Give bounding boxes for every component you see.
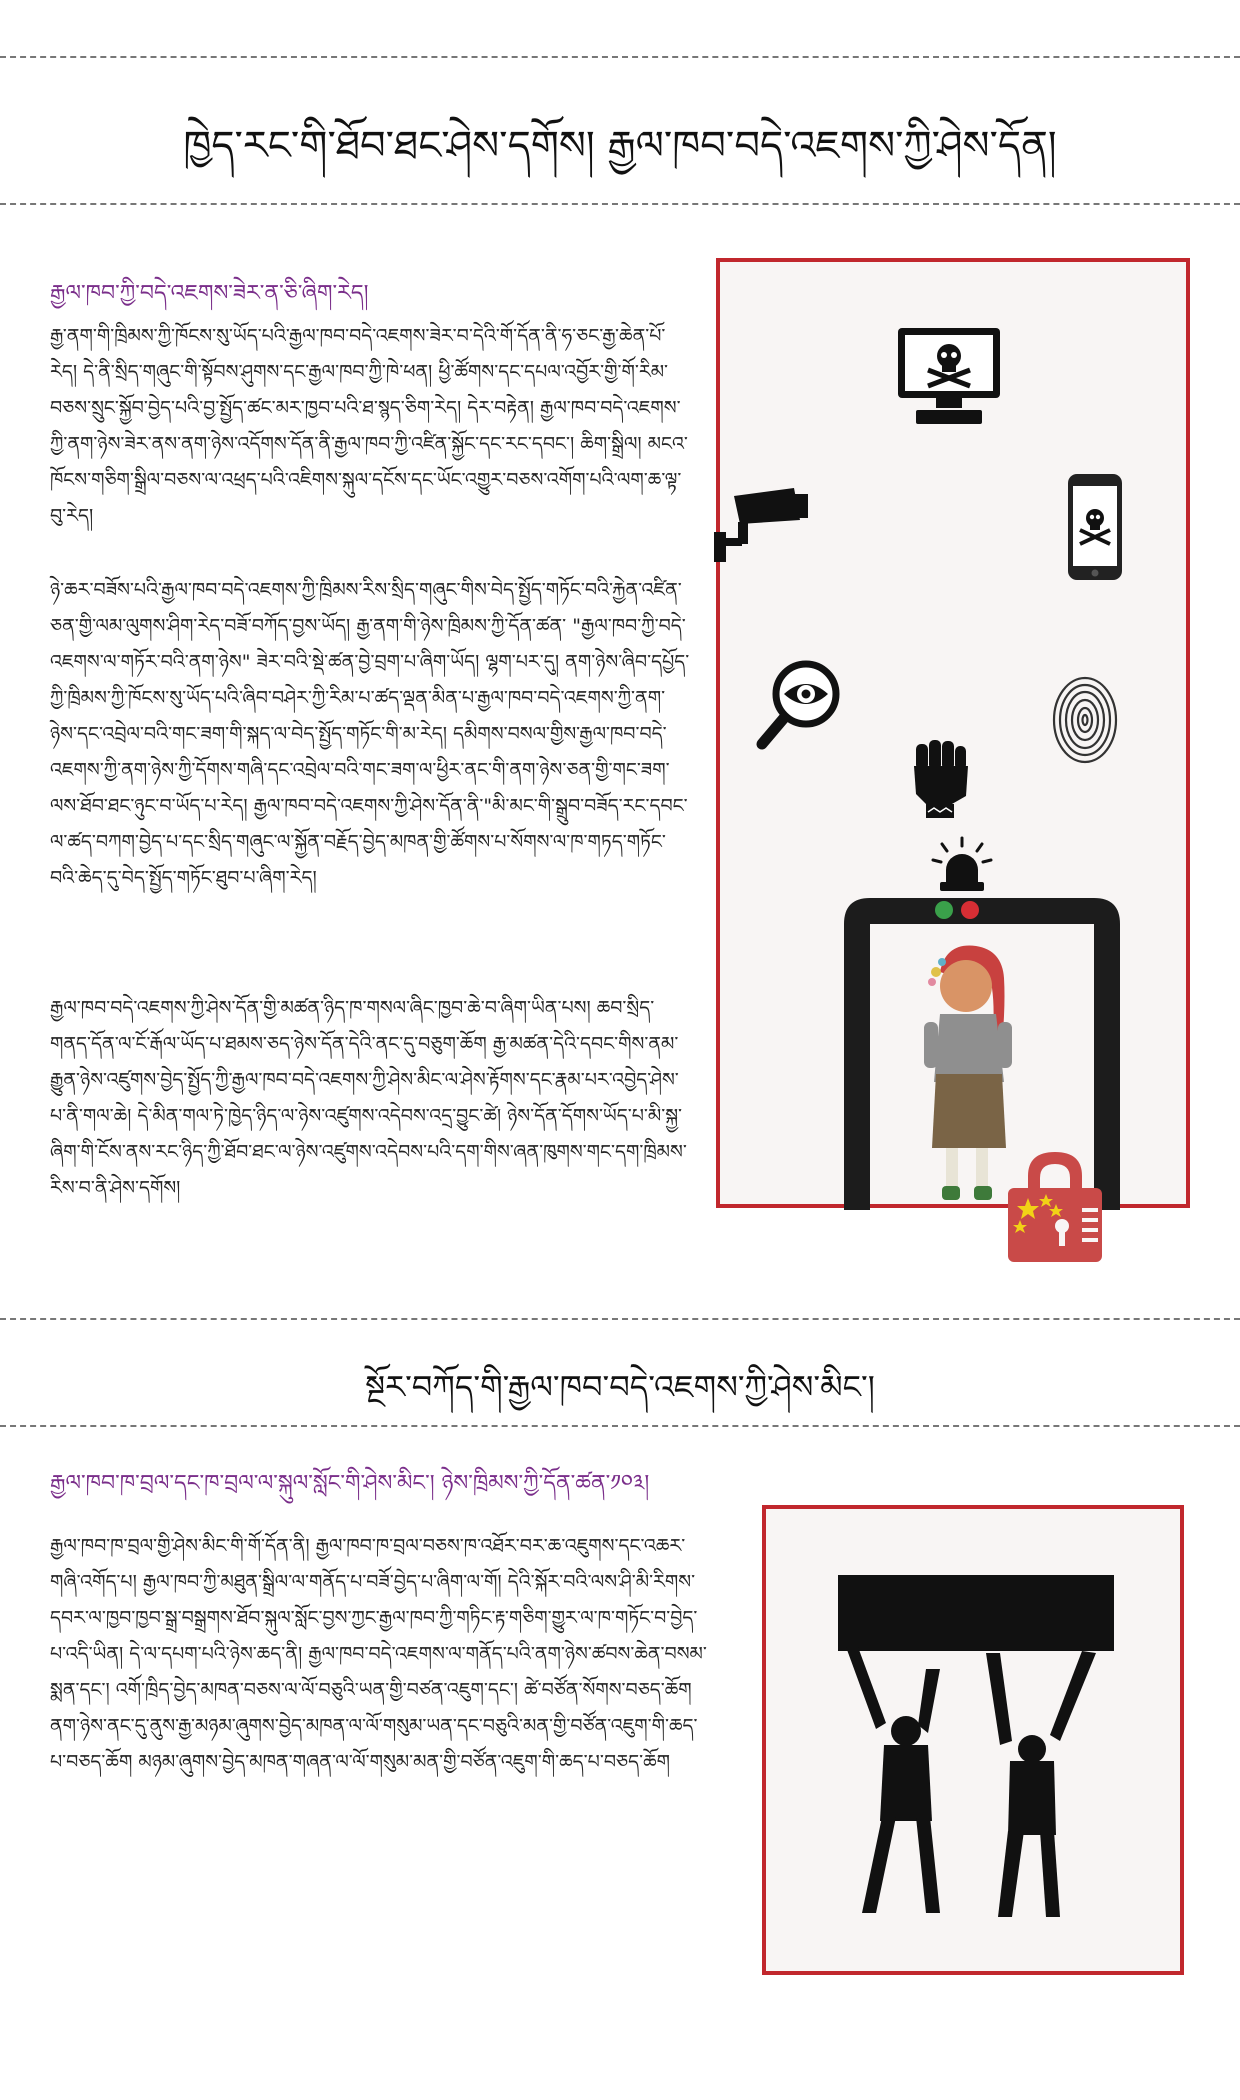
fingerprint-icon [1050,674,1120,766]
cctv-camera-icon [714,486,810,562]
section2-subheading: རྒྱལ་ཁབ་ཁ་བྲལ་དང་ཁ་བྲལ་ལ་སྐུལ་སློང་གི་ཤེས་མིང་། ཉེས་ཁྲིམས་ཀྱི་དོན་ཚན་༡༠༣། [50,1471,650,1496]
protest-illustration-frame [762,1505,1184,1975]
magnifier-eye-icon [756,658,844,750]
section-subheading: རྒྱལ་ཁབ་ཀྱི་བདེ་འཇགས་ཟེར་ན་ཅི་ཞིག་རེད། [50,281,369,306]
paragraph-2: ཉེ་ཆར་བཟོས་པའི་རྒྱལ་ཁབ་བདེ་འཇགས་ཀྱི་ཁྲིམས་རིས་སྲིད་གཞུང་གིས་བེད་སྤྱོད་གཏོང་བའི་རྐྱེན་འཛིན་ཅན་གྱི་ལམ་ལུགས་ཤིག་རེད་བཟོ་བཀོད་བྱས་ཡོད། རྒྱ་ནག་གི་ཉེས་ཁྲིམས་ཀྱི་དོན་ཚན་ "རྒྱལ་ཁབ་ཀྱི་བདེ་འཇགས་ལ་གཏོར་བའི་ནག་ཉེས" ཟེར་བའི་སྡེ་ཚན་བྱེ་བྲག་པ་ཞིག་ཡོད། ལྷག་པར་དུ། ནག་ཉེས་ཞིབ་དཔྱོད་ཀྱི་ཁྲིམས་ཀྱི་ཁོངས་སུ་ཡོད་པའི་ཞིབ་བཤེར་ཀྱི་རིམ་པ་ཚད་ལྡན་མིན་པ་རྒྱལ་ཁབ་བདེ་འཇགས་ཀྱི་ནག་ཉེས་དང་འབྲེལ་བའི་གང་ཟག་གི་སྐད་ལ་བེད་སྤྱོད་གཏོང་གི་མ་རེད། དམིགས་བསལ་གྱིས་རྒྱལ་ཁབ་བདེ་འཇགས་ཀྱི་ནག་ཉེས་ཀྱི་དོགས་གཞི་དང་འབྲེལ་བའི་གང་ཟག་ལ་ཕྱིར་ནང་གི་ནག་ཉེས་ཅན་གྱི་གང་ཟག་ལས་ཐོབ་ཐང་ཉུང་བ་ཡོད་པ་རེད། རྒྱལ་ཁབ་བདེ་འཇགས་ཀྱི་ཤེས་དོན་ནི་"མི་མང་གི་སྒྲུབ་བཟོད་རང་དབང་ལ་ཚད་བཀག་བྱེད་པ་དང་སྲིད་གཞུང་ལ་སྐྱོན་བརྗོད་བྱེད་མཁན་གྱི་ཚོགས་པ་སོགས་ལ་ཁ་གཏད་གཏོང་བའི་ཆེད་དུ་བེད་སྤྱོད་གཏོང་ཐུབ་པ་ཞིག་རེད། [50,579,690,889]
illustration-frame [716,258,1190,1208]
paragraph-1: རྒྱ་ནག་གི་ཁྲིམས་ཀྱི་ཁོངས་སུ་ཡོད་པའི་རྒྱལ་ཁབ་བདེ་འཇགས་ཟེར་བ་དེའི་གོ་དོན་ནི་ཧ་ཅང་རྒྱ་ཆེན་པོ་རེད། དེ་ནི་སྲིད་གཞུང་གི་སྟོབས་ཤུགས་དང་རྒྱལ་ཁབ་ཀྱི་ཁེ་ཕན། ཕྱི་ཚོགས་དང་དཔལ་འབྱོར་གྱི་གོ་རིམ་བཅས་སྲུང་སྐྱོབ་བྱེད་པའི་བྱ་སྤྱོད་ཚང་མར་ཁྱབ་པའི་ཐ་སྙད་ཅིག་རེད། དེར་བརྟེན། རྒྱལ་ཁབ་བདེ་འཇགས་ཀྱི་ནག་ཉེས་ཟེར་ནས་ནག་ཉེས་འདོགས་དོན་ནི་རྒྱལ་ཁབ་ཀྱི་འཛིན་སྐྱོང་དང་རང་དབང་། ཆིག་སྒྲིལ། མངའ་ཁོངས་གཅིག་སྒྲིལ་བཅས་ལ་འཕྲད་པའི་འཇིགས་སྐུལ་དངོས་དང་ཡོང་འགྱུར་བཅས་འགོག་པའི་ལག་ཆ་ལྟ་བུ་རེད། [50,325,688,527]
section2-top-divider [0,1318,1240,1320]
page-title: ཁྱེད་རང་གི་ཐོབ་ཐང་ཤེས་དགོས། རྒྱལ་ཁབ་བདེ་འཇགས་ཀྱི་ཤེས་དོན། [183,123,1057,169]
alarm-light-icon [930,836,994,892]
protest-banner-illustration [836,1573,1116,1933]
section2-title: སྔོར་བཀོད་གི་རྒྱལ་ཁབ་བདེ་འཇགས་ཀྱི་ཤེས་མིང་། [365,1368,875,1406]
paragraph-3: རྒྱལ་ཁབ་བདེ་འཇགས་ཀྱི་ཤེས་དོན་གྱི་མཚན་ཉིད་ཁ་གསལ་ཞིང་ཁྱབ་ཆེ་བ་ཞིག་ཡིན་པས། ཆབ་སྲིད་གནད་དོན་ལ་ངོ་རྒོལ་ཡོད་པ་ཐམས་ཅད་ཉེས་དོན་དེའི་ནང་དུ་བཅུག་ཆོག རྒྱ་མཚན་དེའི་དབང་གིས་ནམ་རྒྱུན་ཉེས་འཛུགས་བྱེད་སྤྱོད་ཀྱི་རྒྱལ་ཁབ་བདེ་འཇགས་ཀྱི་ཤེས་མིང་ལ་ཤེས་རྟོགས་དང་རྣམ་པར་འབྱེད་ཤེས་པ་ནི་གལ་ཆེ། དེ་མིན་གལ་ཏེ་ཁྱེད་ཉིད་ལ་ཉེས་འཛུགས་འདེབས་འདྲ་བྱུང་ཚེ། ཉེས་དོན་དོགས་ཡོད་པ་མི་སྐྱ་ཞིག་གི་ངོས་ནས་རང་ཉིད་ཀྱི་ཐོབ་ཐང་ལ་ཉེས་འཛུགས་འདེབས་པའི་དག་གིས་ཞན་ཁུགས་གང་དག་ཁྲིམས་རིས་བ་ནི་ཤེས་དགོས། [50,997,687,1199]
title-divider [0,203,1240,205]
raised-fist-icon [910,738,972,820]
section2-paragraph: རྒྱལ་ཁབ་ཁ་བྲལ་གྱི་ཤེས་མིང་གི་གོ་དོན་ནི། རྒྱལ་ཁབ་ཁ་བྲལ་བཅས་ཁ་འཐོར་བར་ཆ་འཇུགས་དང་འཆར་གཞི་འགོད་པ། རྒྱལ་ཁབ་ཀྱི་མཐུན་སྒྲིལ་ལ་གནོད་པ་བཟོ་བྱེད་པ་ཞིག་ལ་གོ། དེའི་སྐོར་བའི་ལས་ཤི་མི་རིགས་དབར་ལ་ཁྱབ་ཁྱབ་སྒྲ་བསྒྲགས་ཐོབ་སྐུལ་སློང་བྱས་ཀྱང་རྒྱལ་ཁབ་ཀྱི་གཏིང་རྟ་གཅིག་གྱུར་ལ་ཁ་གཏོང་བ་བྱེད་པ་འདི་ཡིན། དེ་ལ་དཔག་པའི་ཉེས་ཆད་ནི། རྒྱལ་ཁབ་བདེ་འཇགས་ལ་གནོད་པའི་ནག་ཉེས་ཚབས་ཆེན་བསམ་སྨན་དང་། འགོ་ཁྲིད་བྱེད་མཁན་བཅས་ལ་ལོ་བཅུའི་ཡན་གྱི་བཙན་འཇུག་དང་། ཚེ་བཙོན་སོགས་བཅད་ཆོག ནག་ཉེས་ནང་དུ་ནུས་རྒྱ་མཉམ་ཞུགས་བྱེད་མཁན་ལ་ལོ་གསུམ་ཡན་དང་བཅུའི་མན་གྱི་བཙོན་འཇུག་གི་ཆད་པ་བཅད་ཆོག མཉམ་ཞུགས་བྱེད་མཁན་གཞན་ལ་ལོ་གསུམ་མན་གྱི་བཙོན་འཇུག་གི་ཆད་པ་བཅད་ཆོག [50,1535,707,1773]
padlock-stars-icon [1006,1148,1104,1264]
section2-title-divider [0,1425,1240,1427]
computer-skull-icon [896,326,1002,430]
phone-skull-icon [1066,472,1124,582]
top-divider [0,56,1240,58]
